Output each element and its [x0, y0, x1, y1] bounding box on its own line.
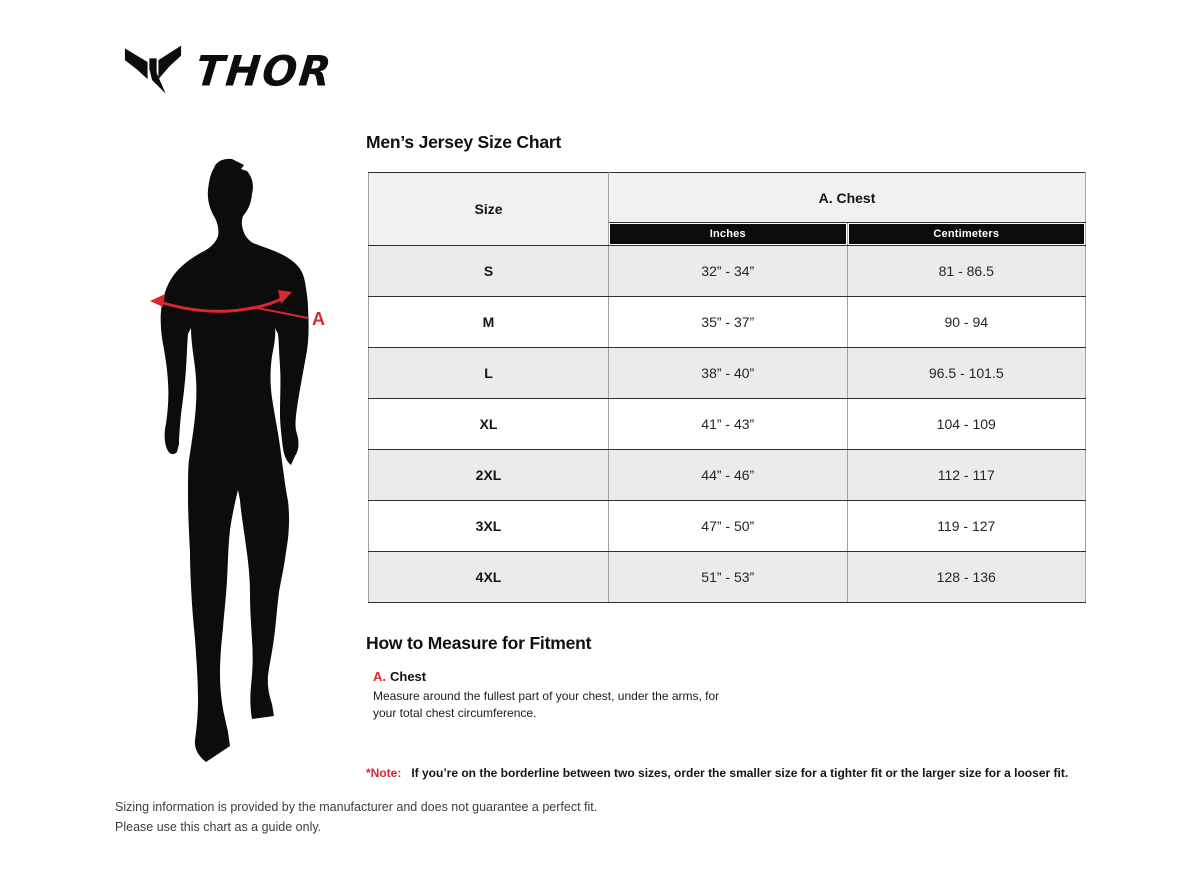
disclaimer-line-1: Sizing information is provided by the manufacturer and does not guarantee a perfect fit.	[115, 800, 598, 814]
size-cell: M	[369, 297, 609, 348]
size-cell: 2XL	[369, 450, 609, 501]
size-row-2XL	[369, 450, 1086, 501]
size-table-body	[369, 246, 1086, 603]
header-row	[369, 173, 1086, 223]
size-cell: XL	[369, 399, 609, 450]
size-row-4XL	[369, 552, 1086, 603]
inches-cell: 35” - 37”	[609, 297, 848, 348]
measure-item-description: Measure around the fullest part of your chest, under the arms, for your total chest circumference.	[373, 689, 720, 721]
size-cell: 4XL	[369, 552, 609, 603]
size-table	[368, 172, 1086, 603]
size-row-L	[369, 348, 1086, 399]
centimeters-cell: 81 - 86.5	[847, 246, 1086, 297]
inches-cell: 41” - 43”	[609, 399, 848, 450]
inches-header: Inches	[610, 224, 846, 244]
how-to-measure-title: How to Measure for Fitment	[366, 633, 592, 653]
measure-item-name: Chest	[390, 669, 427, 684]
thor-logo-icon	[124, 44, 182, 98]
centimeters-cell: 119 - 127	[847, 501, 1086, 552]
size-row-S	[369, 246, 1086, 297]
disclaimer-line-2: Please use this chart as a guide only.	[115, 820, 322, 834]
male-silhouette	[140, 156, 340, 776]
sizing-note	[366, 766, 1068, 780]
inches-header-cell	[609, 223, 848, 246]
centimeters-cell: 112 - 117	[847, 450, 1086, 501]
size-table-head	[369, 173, 1086, 246]
male-figure	[140, 156, 340, 776]
inches-cell: 47” - 50”	[609, 501, 848, 552]
centimeters-header: Centimeters	[849, 224, 1085, 244]
note-text: If you’re on the borderline between two sizes, order the smaller size for a tighter fit or the larger size for a looser fit.	[411, 766, 1069, 780]
chest-group-header: A. Chest	[609, 173, 1086, 223]
size-cell: S	[369, 246, 609, 297]
centimeters-cell: 96.5 - 101.5	[847, 348, 1086, 399]
disclaimer	[115, 797, 597, 837]
size-column-header: Size	[369, 173, 609, 246]
size-row-M	[369, 297, 1086, 348]
inches-cell: 32” - 34”	[609, 246, 848, 297]
centimeters-cell: 128 - 136	[847, 552, 1086, 603]
inches-cell: 38” - 40”	[609, 348, 848, 399]
note-label: *Note:	[366, 766, 402, 780]
size-chart-title: Men’s Jersey Size Chart	[366, 132, 562, 152]
size-cell: L	[369, 348, 609, 399]
inches-cell: 51” - 53”	[609, 552, 848, 603]
thor-wordmark: THOR	[193, 46, 336, 95]
inches-cell: 44” - 46”	[609, 450, 848, 501]
size-row-XL	[369, 399, 1086, 450]
centimeters-header-cell	[847, 223, 1086, 246]
size-cell: 3XL	[369, 501, 609, 552]
measure-item-heading	[373, 669, 763, 684]
centimeters-cell: 104 - 109	[847, 399, 1086, 450]
thor-logo	[124, 44, 336, 98]
centimeters-cell: 90 - 94	[847, 297, 1086, 348]
measure-item-key: A.	[373, 669, 386, 684]
size-row-3XL	[369, 501, 1086, 552]
measure-item-chest	[373, 669, 763, 723]
chest-measure-label: A	[312, 309, 325, 329]
